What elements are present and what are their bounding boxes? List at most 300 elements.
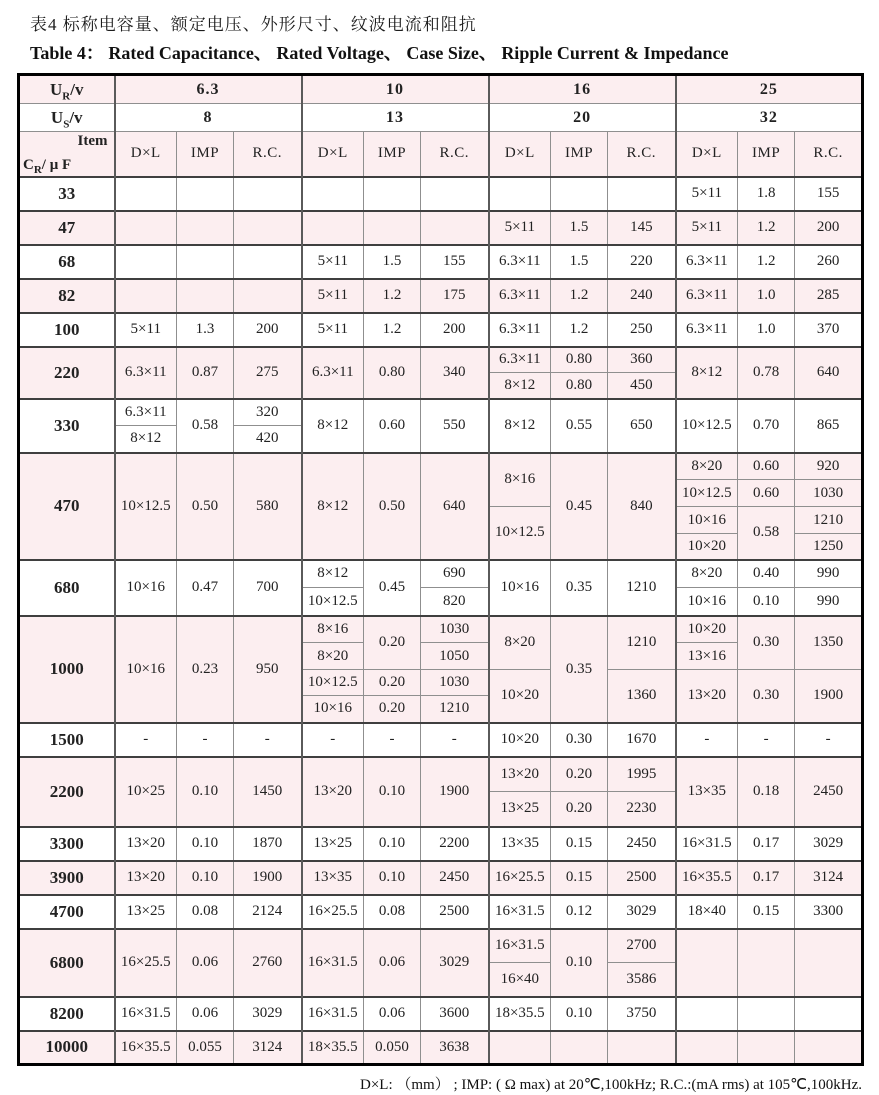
data-cell: 650 <box>608 399 676 453</box>
table-row <box>19 1031 863 1065</box>
data-cell: 0.10 <box>551 997 608 1031</box>
data-cell: 8×12 <box>302 399 364 453</box>
table-row <box>19 453 863 480</box>
data-cell: 13×35 <box>489 827 551 861</box>
data-cell: 16×31.5 <box>489 929 551 963</box>
data-cell: 340 <box>421 347 489 399</box>
data-cell: 5×11 <box>302 279 364 313</box>
data-cell: 175 <box>421 279 489 313</box>
data-cell: 3600 <box>421 997 489 1031</box>
row-header-cell: 220 <box>19 347 115 399</box>
data-cell: - <box>234 723 302 757</box>
data-cell: 0.050 <box>364 1031 421 1065</box>
data-cell: 3029 <box>795 827 863 861</box>
cr-rest: / μ F <box>41 156 72 173</box>
empty-cell <box>302 177 364 211</box>
data-cell: 6.3×11 <box>115 347 177 399</box>
data-cell: 0.06 <box>364 997 421 1031</box>
empty-cell <box>115 245 177 279</box>
data-cell: 8×16 <box>489 453 551 507</box>
data-cell: 1900 <box>421 757 489 827</box>
data-cell: 420 <box>234 426 302 453</box>
data-cell: 1050 <box>421 643 489 670</box>
data-cell: 0.50 <box>177 453 234 560</box>
data-cell: 13×25 <box>302 827 364 861</box>
data-cell: 1450 <box>234 757 302 827</box>
voltage-symbol-cell <box>19 104 115 132</box>
empty-cell <box>177 211 234 245</box>
table-row <box>19 861 863 895</box>
data-cell: 13×25 <box>115 895 177 929</box>
data-cell: 1.3 <box>177 313 234 347</box>
data-cell: 0.10 <box>364 827 421 861</box>
data-cell: 16×31.5 <box>489 895 551 929</box>
symbol-main: U <box>50 79 63 99</box>
data-cell: 1995 <box>608 757 676 792</box>
data-cell: 0.20 <box>364 696 421 723</box>
data-cell: 260 <box>795 245 863 279</box>
data-cell: 0.60 <box>364 399 421 453</box>
empty-cell <box>234 177 302 211</box>
data-cell: 16×35.5 <box>676 861 738 895</box>
data-cell: 18×40 <box>676 895 738 929</box>
data-cell: 16×25.5 <box>115 929 177 997</box>
column-header-cell: IMP <box>364 132 421 177</box>
spec-table <box>17 73 864 1066</box>
data-cell: 0.17 <box>738 861 795 895</box>
rated-voltage-cell: 16 <box>489 75 676 104</box>
data-cell: 8×12 <box>489 399 551 453</box>
data-cell: 10×25 <box>115 757 177 827</box>
symbol-main: U <box>50 107 64 127</box>
data-cell: 10×16 <box>489 560 551 616</box>
row-header-cell: 82 <box>19 279 115 313</box>
empty-cell <box>551 1031 608 1065</box>
data-cell: 6.3×11 <box>676 313 738 347</box>
data-cell: 16×31.5 <box>676 827 738 861</box>
empty-cell <box>738 929 795 997</box>
empty-cell <box>738 1031 795 1065</box>
row-header-cell: 68 <box>19 245 115 279</box>
empty-cell <box>115 279 177 313</box>
row-header-cell: 1500 <box>19 723 115 757</box>
row-header-cell: 100 <box>19 313 115 347</box>
data-cell: 10×20 <box>489 723 551 757</box>
empty-cell <box>489 177 551 211</box>
data-cell: 0.60 <box>738 480 795 507</box>
data-cell: 16×31.5 <box>115 997 177 1031</box>
data-cell: 6.3×11 <box>676 279 738 313</box>
table-row <box>19 997 863 1031</box>
data-cell: 865 <box>795 399 863 453</box>
data-cell: 1030 <box>795 480 863 507</box>
table-row <box>19 616 863 643</box>
data-cell: 6.3×11 <box>115 399 177 426</box>
data-cell: 10×20 <box>676 616 738 643</box>
data-cell: 640 <box>421 453 489 560</box>
data-cell: 8×12 <box>302 453 364 560</box>
data-cell: 0.12 <box>551 895 608 929</box>
data-cell: 1350 <box>795 616 863 670</box>
data-cell: 16×25.5 <box>489 861 551 895</box>
data-cell: 8×20 <box>676 560 738 588</box>
column-header-cell: R.C. <box>234 132 302 177</box>
data-cell: 0.80 <box>551 373 608 399</box>
data-cell: 3124 <box>234 1031 302 1065</box>
data-cell: 0.58 <box>738 507 795 560</box>
cr-label <box>23 157 71 174</box>
data-cell: 200 <box>421 313 489 347</box>
data-cell: 990 <box>795 588 863 616</box>
data-cell: 10×16 <box>115 616 177 723</box>
empty-cell <box>177 279 234 313</box>
rated-voltage-cell: 25 <box>676 75 863 104</box>
data-cell: 285 <box>795 279 863 313</box>
data-cell: 2760 <box>234 929 302 997</box>
table-row <box>19 75 863 104</box>
data-cell: 1870 <box>234 827 302 861</box>
data-cell: 13×25 <box>489 792 551 827</box>
data-cell: 1670 <box>608 723 676 757</box>
empty-cell <box>234 211 302 245</box>
data-cell: 13×20 <box>489 757 551 792</box>
data-cell: 16×31.5 <box>302 929 364 997</box>
data-cell: 0.80 <box>364 347 421 399</box>
column-header-cell: IMP <box>551 132 608 177</box>
data-cell: 1210 <box>608 560 676 616</box>
data-cell: 8×12 <box>676 347 738 399</box>
table-row <box>19 177 863 211</box>
data-cell: 6.3×11 <box>676 245 738 279</box>
table-row <box>19 211 863 245</box>
data-cell: 1.2 <box>738 211 795 245</box>
data-cell: 0.55 <box>551 399 608 453</box>
data-cell: 0.08 <box>177 895 234 929</box>
data-cell: 0.10 <box>177 861 234 895</box>
empty-cell <box>302 211 364 245</box>
data-cell: 1250 <box>795 534 863 560</box>
data-cell: 0.58 <box>177 399 234 453</box>
row-header-cell: 33 <box>19 177 115 211</box>
data-cell: 3029 <box>234 997 302 1031</box>
data-cell: 2500 <box>421 895 489 929</box>
data-cell: 8×12 <box>302 560 364 588</box>
empty-cell <box>234 245 302 279</box>
data-cell: 10×16 <box>676 507 738 534</box>
empty-cell <box>421 211 489 245</box>
data-cell: 1.0 <box>738 279 795 313</box>
data-cell: 0.30 <box>551 723 608 757</box>
data-cell: - <box>738 723 795 757</box>
data-cell: 155 <box>421 245 489 279</box>
voltage-symbol-cell <box>19 75 115 104</box>
rated-voltage-cell: 10 <box>302 75 489 104</box>
column-header-cell: R.C. <box>608 132 676 177</box>
data-cell: 3638 <box>421 1031 489 1065</box>
data-cell: 0.15 <box>738 895 795 929</box>
data-cell: - <box>676 723 738 757</box>
data-cell: 0.78 <box>738 347 795 399</box>
table-row <box>19 757 863 792</box>
empty-cell <box>489 1031 551 1065</box>
data-cell: 0.06 <box>177 929 234 997</box>
item-cr-diagonal-cell <box>19 132 115 177</box>
data-cell: 200 <box>234 313 302 347</box>
data-cell: 10×12.5 <box>489 507 551 560</box>
data-cell: 6.3×11 <box>489 313 551 347</box>
data-cell: 1360 <box>608 670 676 723</box>
empty-cell <box>608 177 676 211</box>
data-cell: 200 <box>795 211 863 245</box>
data-cell: 18×35.5 <box>302 1031 364 1065</box>
row-header-cell: 680 <box>19 560 115 616</box>
data-cell: 3124 <box>795 861 863 895</box>
data-cell: 13×20 <box>676 670 738 723</box>
empty-cell <box>364 177 421 211</box>
empty-cell <box>676 929 738 997</box>
data-cell: 1030 <box>421 670 489 696</box>
data-cell: 13×16 <box>676 643 738 670</box>
data-cell: 950 <box>234 616 302 723</box>
data-cell: 1030 <box>421 616 489 643</box>
item-label: Item <box>77 133 108 149</box>
data-cell: 1210 <box>608 616 676 670</box>
data-cell: 0.20 <box>364 616 421 670</box>
data-cell: 13×35 <box>302 861 364 895</box>
row-header-cell: 2200 <box>19 757 115 827</box>
data-cell: 5×11 <box>489 211 551 245</box>
data-cell: 6.3×11 <box>489 245 551 279</box>
data-cell: 0.30 <box>738 616 795 670</box>
row-header-cell: 8200 <box>19 997 115 1031</box>
table-title-zh: 表4 标称电容量、额定电压、外形尺寸、纹波电流和阻抗 <box>30 15 477 34</box>
empty-cell <box>177 245 234 279</box>
data-cell: 2124 <box>234 895 302 929</box>
table-row <box>19 313 863 347</box>
data-cell: 0.10 <box>551 929 608 997</box>
data-cell: 0.23 <box>177 616 234 723</box>
data-cell: 6.3×11 <box>302 347 364 399</box>
data-cell: 0.35 <box>551 560 608 616</box>
data-cell: 920 <box>795 453 863 480</box>
table-row <box>19 245 863 279</box>
data-cell: 10×20 <box>489 670 551 723</box>
data-cell: 5×11 <box>302 245 364 279</box>
column-header-cell: IMP <box>177 132 234 177</box>
data-cell: 8×12 <box>489 373 551 399</box>
table-row <box>19 132 863 177</box>
table-row <box>19 104 863 132</box>
table-row <box>19 827 863 861</box>
data-cell: 0.20 <box>364 670 421 696</box>
data-cell: 16×35.5 <box>115 1031 177 1065</box>
empty-cell <box>364 211 421 245</box>
data-cell: 0.10 <box>364 861 421 895</box>
data-cell: 700 <box>234 560 302 616</box>
data-cell: 1.0 <box>738 313 795 347</box>
data-cell: 10×16 <box>302 696 364 723</box>
data-cell: 0.40 <box>738 560 795 588</box>
column-header-cell: R.C. <box>421 132 489 177</box>
table-row <box>19 929 863 963</box>
data-cell: 0.15 <box>551 827 608 861</box>
empty-cell <box>421 177 489 211</box>
data-cell: 240 <box>608 279 676 313</box>
data-cell: - <box>302 723 364 757</box>
data-cell: 990 <box>795 560 863 588</box>
rated-voltage-cell: 13 <box>302 104 489 132</box>
data-cell: 0.30 <box>738 670 795 723</box>
data-cell: 3029 <box>608 895 676 929</box>
empty-cell <box>795 1031 863 1065</box>
footnote: D×L: （mm） ; IMP: ( Ω max) at 20℃,100kHz; R.C.:(mA rms) at 105℃,100kHz. <box>359 1077 862 1093</box>
symbol-sub: R <box>62 89 71 102</box>
data-cell: 2450 <box>421 861 489 895</box>
cr-sub: R <box>33 163 42 176</box>
data-cell: 1.2 <box>738 245 795 279</box>
data-cell: 2500 <box>608 861 676 895</box>
data-cell: 360 <box>608 347 676 373</box>
data-cell: 640 <box>795 347 863 399</box>
data-cell: 3029 <box>421 929 489 997</box>
table-row <box>19 279 863 313</box>
data-cell: 2450 <box>795 757 863 827</box>
data-cell: 1210 <box>421 696 489 723</box>
row-header-cell: 10000 <box>19 1031 115 1065</box>
row-header-cell: 4700 <box>19 895 115 929</box>
data-cell: 550 <box>421 399 489 453</box>
data-cell: 13×35 <box>676 757 738 827</box>
data-cell: 1.2 <box>551 279 608 313</box>
data-cell: 13×20 <box>115 827 177 861</box>
symbol-sub: S <box>63 117 70 130</box>
data-cell: 10×12.5 <box>676 480 738 507</box>
data-cell: 1.2 <box>364 313 421 347</box>
data-cell: 3750 <box>608 997 676 1031</box>
symbol-rest: /v <box>69 107 83 127</box>
data-cell: 0.35 <box>551 616 608 723</box>
data-cell: 10×12.5 <box>302 588 364 616</box>
data-cell: 2230 <box>608 792 676 827</box>
data-cell: 13×20 <box>115 861 177 895</box>
empty-cell <box>676 997 738 1031</box>
data-cell: 13×20 <box>302 757 364 827</box>
data-cell: 3300 <box>795 895 863 929</box>
data-cell: 0.06 <box>177 997 234 1031</box>
data-cell: 18×35.5 <box>489 997 551 1031</box>
table-title-en: Table 4： Rated Capacitance、 Rated Voltage、 Case Size、 Ripple Current & Impedance <box>30 43 729 63</box>
data-cell: 5×11 <box>676 177 738 211</box>
column-header-cell: IMP <box>738 132 795 177</box>
data-cell: 1.2 <box>364 279 421 313</box>
data-cell: 2200 <box>421 827 489 861</box>
rated-voltage-cell: 8 <box>115 104 302 132</box>
data-cell: 0.10 <box>364 757 421 827</box>
data-cell: 155 <box>795 177 863 211</box>
data-cell: 5×11 <box>302 313 364 347</box>
row-header-cell: 3300 <box>19 827 115 861</box>
data-cell: 8×12 <box>115 426 177 453</box>
data-cell: 0.08 <box>364 895 421 929</box>
data-cell: 690 <box>421 560 489 588</box>
data-cell: 0.10 <box>177 757 234 827</box>
data-cell: 1900 <box>234 861 302 895</box>
row-header-cell: 330 <box>19 399 115 453</box>
data-cell: - <box>115 723 177 757</box>
rated-voltage-cell: 6.3 <box>115 75 302 104</box>
data-cell: 8×20 <box>676 453 738 480</box>
data-cell: 1.5 <box>364 245 421 279</box>
empty-cell <box>551 177 608 211</box>
empty-cell <box>608 1031 676 1065</box>
data-cell: 8×20 <box>302 643 364 670</box>
data-cell: 5×11 <box>676 211 738 245</box>
data-cell: 8×16 <box>302 616 364 643</box>
empty-cell <box>738 997 795 1031</box>
row-header-cell: 470 <box>19 453 115 560</box>
empty-cell <box>795 997 863 1031</box>
rated-voltage-cell: 32 <box>676 104 863 132</box>
data-cell: 0.06 <box>364 929 421 997</box>
data-cell: 0.10 <box>177 827 234 861</box>
empty-cell <box>795 929 863 997</box>
data-cell: 820 <box>421 588 489 616</box>
table-row <box>19 723 863 757</box>
data-cell: 10×12.5 <box>302 670 364 696</box>
data-cell: 0.17 <box>738 827 795 861</box>
data-cell: 580 <box>234 453 302 560</box>
data-cell: 220 <box>608 245 676 279</box>
data-cell: 0.20 <box>551 792 608 827</box>
data-cell: 0.45 <box>364 560 421 616</box>
data-cell: 0.055 <box>177 1031 234 1065</box>
empty-cell <box>234 279 302 313</box>
data-cell: 370 <box>795 313 863 347</box>
data-cell: 0.80 <box>551 347 608 373</box>
data-cell: 10×16 <box>115 560 177 616</box>
data-cell: - <box>795 723 863 757</box>
data-cell: 10×20 <box>676 534 738 560</box>
data-cell: 1.5 <box>551 211 608 245</box>
row-header-cell: 1000 <box>19 616 115 723</box>
data-cell: 0.20 <box>551 757 608 792</box>
data-cell: 0.47 <box>177 560 234 616</box>
data-cell: 16×31.5 <box>302 997 364 1031</box>
data-cell: 2700 <box>608 929 676 963</box>
data-cell: 1900 <box>795 670 863 723</box>
data-cell: 1210 <box>795 507 863 534</box>
data-cell: 145 <box>608 211 676 245</box>
data-cell: 275 <box>234 347 302 399</box>
data-cell: 320 <box>234 399 302 426</box>
data-cell: 0.87 <box>177 347 234 399</box>
row-header-cell: 3900 <box>19 861 115 895</box>
data-cell: 0.60 <box>738 453 795 480</box>
data-cell: - <box>177 723 234 757</box>
table-row <box>19 895 863 929</box>
empty-cell <box>676 1031 738 1065</box>
empty-cell <box>177 177 234 211</box>
table-row <box>19 399 863 426</box>
table-row <box>19 347 863 373</box>
column-header-cell: D×L <box>489 132 551 177</box>
rated-voltage-cell: 20 <box>489 104 676 132</box>
data-cell: 0.50 <box>364 453 421 560</box>
data-cell: 1.2 <box>551 313 608 347</box>
data-cell: 0.45 <box>551 453 608 560</box>
cr-main: C <box>23 156 34 173</box>
data-cell: 0.15 <box>551 861 608 895</box>
